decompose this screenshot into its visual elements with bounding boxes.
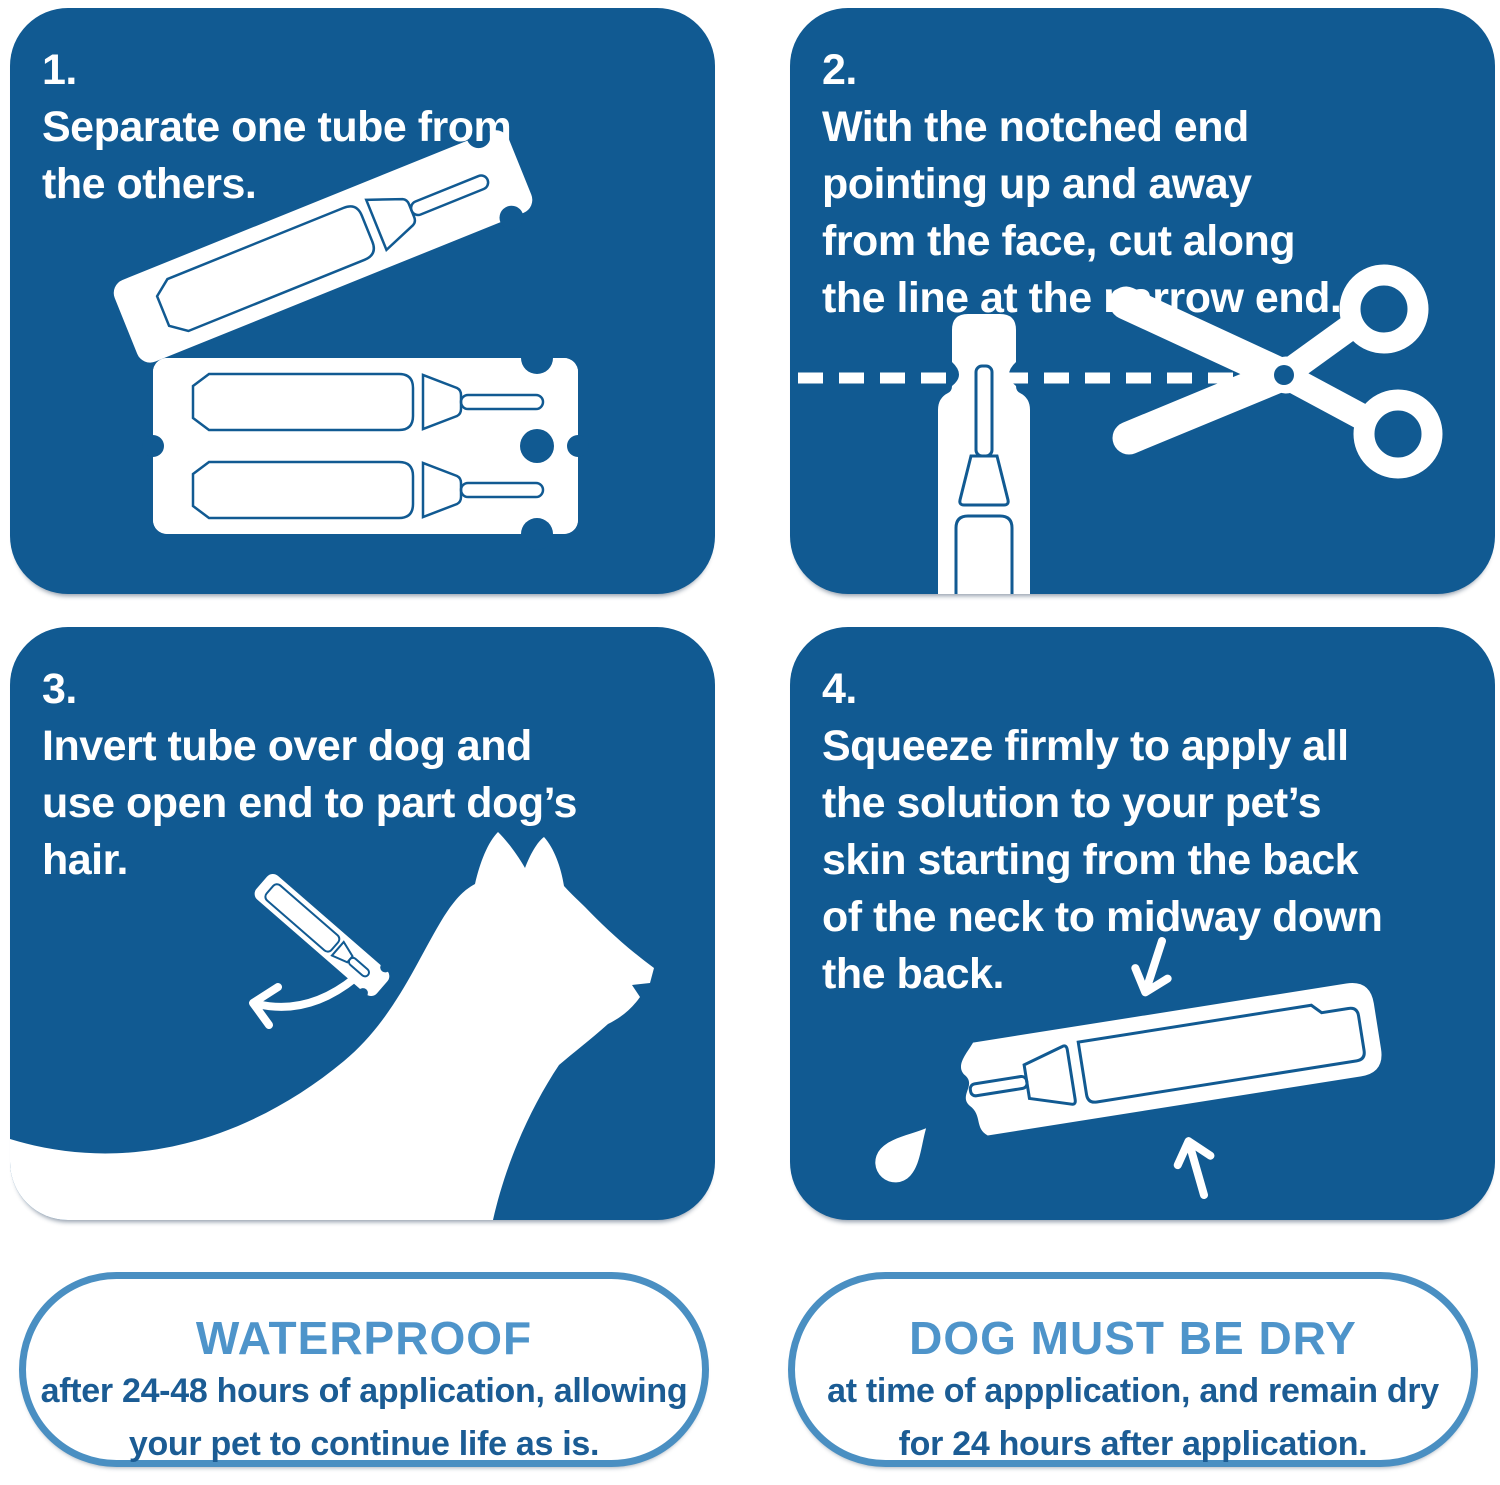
tube-pack-icon: [142, 342, 589, 550]
dog-must-be-dry-badge: [788, 1272, 1478, 1467]
step-title: [42, 661, 701, 889]
step-number: 2.: [822, 46, 857, 94]
step-text-line: skin starting from the back: [822, 836, 1359, 884]
step-text-line: the line at the narrow end.: [822, 274, 1342, 322]
up-arrow-icon: [1172, 1136, 1220, 1199]
step-text-line: Separate one tube from: [42, 103, 512, 151]
badge-title: DOG MUST BE DRY: [909, 1312, 1357, 1364]
step-text-line: the others.: [42, 160, 257, 208]
step-text-line: use open end to part dog’s: [42, 779, 577, 827]
waterproof-badge: [19, 1272, 709, 1467]
step-number: 4.: [822, 665, 857, 713]
step-panel-3: [10, 627, 715, 1220]
step-text-line: Squeeze firmly to apply all: [822, 722, 1349, 770]
badge-text-line: at time of appplication, and remain dry: [827, 1372, 1439, 1410]
step-text-line: hair.: [42, 836, 128, 884]
badge-text-line: after 24-48 hours of application, allowing: [40, 1372, 688, 1410]
step-text-line: the solution to your pet’s: [822, 779, 1322, 827]
step-panel-2: [790, 8, 1495, 594]
squeeze-tube-icon: [957, 980, 1384, 1138]
step-title: [822, 42, 1481, 327]
step-text-line: Invert tube over dog and: [42, 722, 532, 770]
badge-text-line: for 24 hours after application.: [898, 1425, 1368, 1463]
drop-icon: [867, 1115, 941, 1191]
step-title: [822, 661, 1481, 1003]
step-text-line: from the face, cut along: [822, 217, 1296, 265]
dog-silhouette-icon: [10, 832, 654, 1220]
applicator-tube-icon: [938, 314, 1030, 594]
step-text-line: pointing up and away: [822, 160, 1252, 208]
badge-text-line: your pet to continue life as is.: [128, 1425, 600, 1463]
step-text-line: the back.: [822, 950, 1004, 998]
step-text-line: With the notched end: [822, 103, 1249, 151]
step-number: 3.: [42, 665, 77, 713]
step-panel-4: [790, 627, 1495, 1220]
step-text-line: of the neck to midway down: [822, 893, 1383, 941]
curved-arrow-icon: [253, 978, 355, 1025]
step-number: 1.: [42, 46, 77, 94]
step-panel-1: [10, 8, 715, 594]
badge-title: WATERPROOF: [195, 1312, 533, 1364]
step-title: [42, 42, 701, 213]
